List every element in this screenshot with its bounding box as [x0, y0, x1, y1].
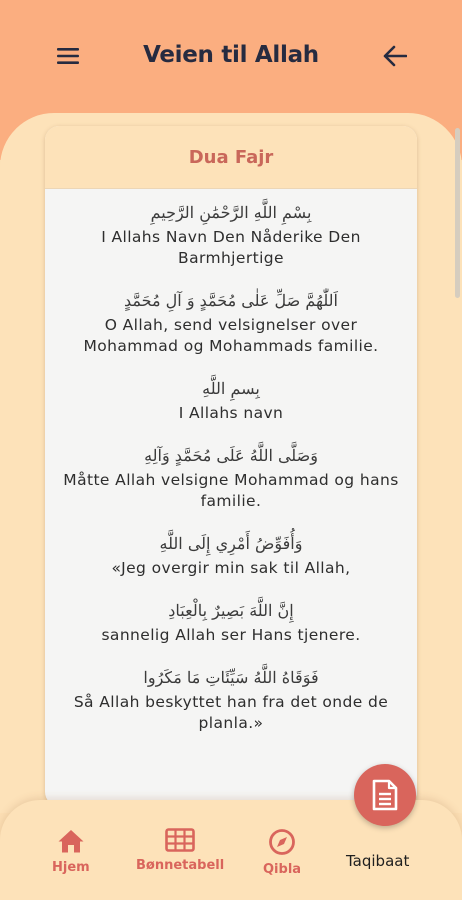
- nav-label-home: Hjem: [52, 860, 90, 875]
- nav-label-taqibaat: Taqibaat: [346, 852, 410, 870]
- nav-item-taqibaat[interactable]: [346, 846, 409, 870]
- page-title: Veien til Allah: [143, 42, 319, 68]
- home-icon: [57, 828, 85, 854]
- scrollbar[interactable]: [455, 128, 460, 298]
- nav-label-qibla: Qibla: [263, 862, 302, 877]
- verse-item: [45, 201, 417, 269]
- verse-item: [45, 444, 417, 512]
- translation-text: O Allah, send velsignelser over Mohammad og Mohammads familie.: [83, 316, 379, 355]
- translation-text: «Jeg overgir min sak til Allah,: [111, 559, 351, 577]
- back-button[interactable]: [378, 40, 412, 72]
- verse-item: [45, 289, 417, 357]
- verse-item: [45, 532, 417, 579]
- arabic-text: وَصَلَّى اللَّهُ عَلَى مُحَمَّدٍ وَآلِهِ: [144, 446, 318, 465]
- translation-text: I Allahs Navn Den Nåderike Den Barmhjertige: [101, 228, 361, 267]
- arabic-text: بِسمِ اللَّهِ: [202, 379, 260, 398]
- verse-item: [45, 599, 417, 646]
- table-icon: [165, 828, 195, 852]
- dua-card: [45, 126, 417, 806]
- arabic-text: اَللّٰهُمَّ صَلِّ عَلٰى مُحَمَّدٍ وَ آلِ مُحَمَّدٍ: [124, 291, 338, 310]
- translation-text: sannelig Allah ser Hans tjenere.: [101, 626, 361, 644]
- compass-icon: [268, 828, 296, 856]
- translation-text: I Allahs navn: [178, 404, 284, 422]
- document-icon: [371, 779, 399, 811]
- card-title: Dua Fajr: [188, 146, 274, 168]
- verse-item: [45, 377, 417, 424]
- arabic-text: بِسْمِ اللَّهِ الرَّحْمَٰنِ الرَّحِيمِ: [150, 203, 312, 222]
- nav-item-qibla[interactable]: [263, 828, 301, 877]
- arabic-text: إِنَّ اللَّهَ بَصِيرٌ بِالْعِبَادِ: [168, 601, 294, 620]
- nav-item-bonnetabell[interactable]: [136, 828, 224, 873]
- arabic-text: وَأُفَوِّضُ أَمْرِي إِلَى اللَّهِ: [159, 534, 303, 553]
- nav-item-home[interactable]: [52, 828, 90, 875]
- card-header: [45, 126, 417, 189]
- taqibaat-fab-button[interactable]: [354, 764, 416, 826]
- verse-item: [45, 666, 417, 734]
- arabic-text: فَوَقَاهُ اللَّهُ سَيِّئَاتِ مَا مَكَرُوا: [143, 668, 319, 687]
- verse-list: [45, 189, 417, 734]
- arrow-left-icon: [383, 45, 407, 67]
- nav-label-bonnetabell: Bønnetabell: [136, 858, 225, 873]
- translation-text: Så Allah beskyttet han fra det onde de planla.»: [73, 693, 389, 732]
- translation-text: Måtte Allah velsigne Mohammad og hans familie.: [63, 471, 399, 510]
- app-bar: [0, 0, 462, 118]
